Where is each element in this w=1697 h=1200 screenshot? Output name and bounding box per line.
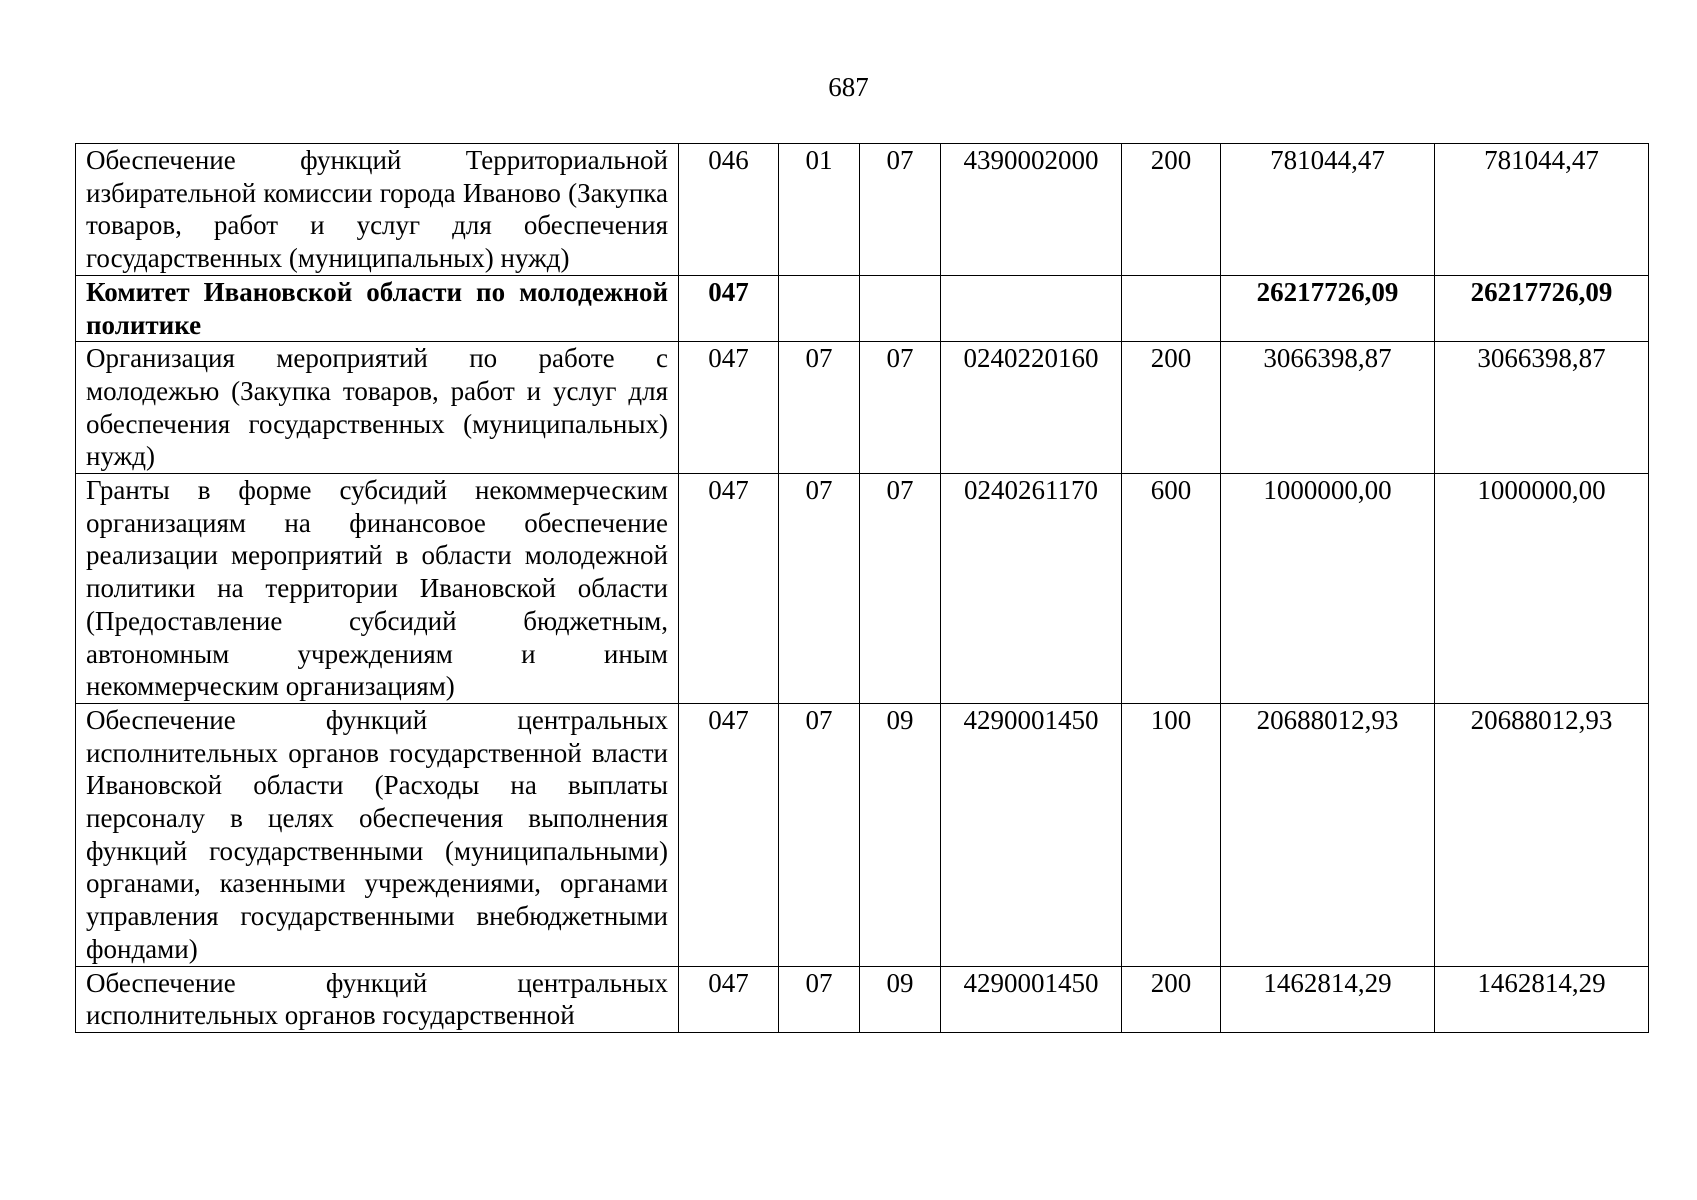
amount-1: 20688012,93 xyxy=(1221,703,1435,966)
ministry-code: 046 xyxy=(679,144,779,276)
budget-table xyxy=(75,143,1649,1033)
table-row xyxy=(76,342,1649,474)
subsection-code: 09 xyxy=(860,966,941,1032)
subsection-code: 07 xyxy=(860,342,941,474)
expense-type-code: 200 xyxy=(1122,342,1221,474)
table-row xyxy=(76,144,1649,276)
row-description: Организация мероприятий по работе с молодежью (Закупка товаров, работ и услуг для обеспечения государственных (муниципальных) нужд) xyxy=(76,342,679,474)
amount-1: 26217726,09 xyxy=(1221,275,1435,341)
subsection-code xyxy=(860,275,941,341)
row-description: Обеспечение функций центральных исполнительных органов государственной власти Ивановской области (Расходы на выплаты персоналу в целях обеспечения выполнения функций государственными (муниципальными) органами, казенными учреждениями, органами управления государственными внебюджетными фондами) xyxy=(76,703,679,966)
subsection-code: 09 xyxy=(860,703,941,966)
amount-2: 1462814,29 xyxy=(1435,966,1649,1032)
expense-type-code: 200 xyxy=(1122,966,1221,1032)
ministry-code: 047 xyxy=(679,342,779,474)
ministry-code: 047 xyxy=(679,474,779,704)
target-article-code: 0240261170 xyxy=(941,474,1122,704)
row-description: Обеспечение функций центральных исполнительных органов государственной xyxy=(76,966,679,1032)
ministry-code: 047 xyxy=(679,275,779,341)
section-code: 07 xyxy=(779,474,860,704)
amount-2: 3066398,87 xyxy=(1435,342,1649,474)
amount-1: 1000000,00 xyxy=(1221,474,1435,704)
table-row xyxy=(76,275,1649,341)
table-row xyxy=(76,703,1649,966)
section-code: 01 xyxy=(779,144,860,276)
amount-1: 781044,47 xyxy=(1221,144,1435,276)
subsection-code: 07 xyxy=(860,144,941,276)
expense-type-code: 600 xyxy=(1122,474,1221,704)
target-article-code: 4290001450 xyxy=(941,966,1122,1032)
row-description: Гранты в форме субсидий некоммерческим организациям на финансовое обеспечение реализации мероприятий в области молодежной политики на территории Ивановской области (Предоставление субсидий бюджетным, автономным учреждениям и иным некоммерческим организациям) xyxy=(76,474,679,704)
table-row xyxy=(76,966,1649,1032)
amount-2: 20688012,93 xyxy=(1435,703,1649,966)
target-article-code: 4290001450 xyxy=(941,703,1122,966)
section-code: 07 xyxy=(779,703,860,966)
amount-2: 1000000,00 xyxy=(1435,474,1649,704)
section-code: 07 xyxy=(779,342,860,474)
ministry-code: 047 xyxy=(679,703,779,966)
subsection-code: 07 xyxy=(860,474,941,704)
section-code: 07 xyxy=(779,966,860,1032)
expense-type-code: 200 xyxy=(1122,144,1221,276)
target-article-code xyxy=(941,275,1122,341)
amount-1: 3066398,87 xyxy=(1221,342,1435,474)
row-description: Обеспечение функций Территориальной избирательной комиссии города Иваново (Закупка товаров, работ и услуг для обеспечения государственных (муниципальных) нужд) xyxy=(76,144,679,276)
target-article-code: 4390002000 xyxy=(941,144,1122,276)
expense-type-code: 100 xyxy=(1122,703,1221,966)
table-row xyxy=(76,474,1649,704)
page-number: 687 xyxy=(828,72,869,102)
ministry-code: 047 xyxy=(679,966,779,1032)
amount-2: 781044,47 xyxy=(1435,144,1649,276)
section-code xyxy=(779,275,860,341)
target-article-code: 0240220160 xyxy=(941,342,1122,474)
amount-2: 26217726,09 xyxy=(1435,275,1649,341)
amount-1: 1462814,29 xyxy=(1221,966,1435,1032)
expense-type-code xyxy=(1122,275,1221,341)
row-description: Комитет Ивановской области по молодежной политике xyxy=(76,275,679,341)
